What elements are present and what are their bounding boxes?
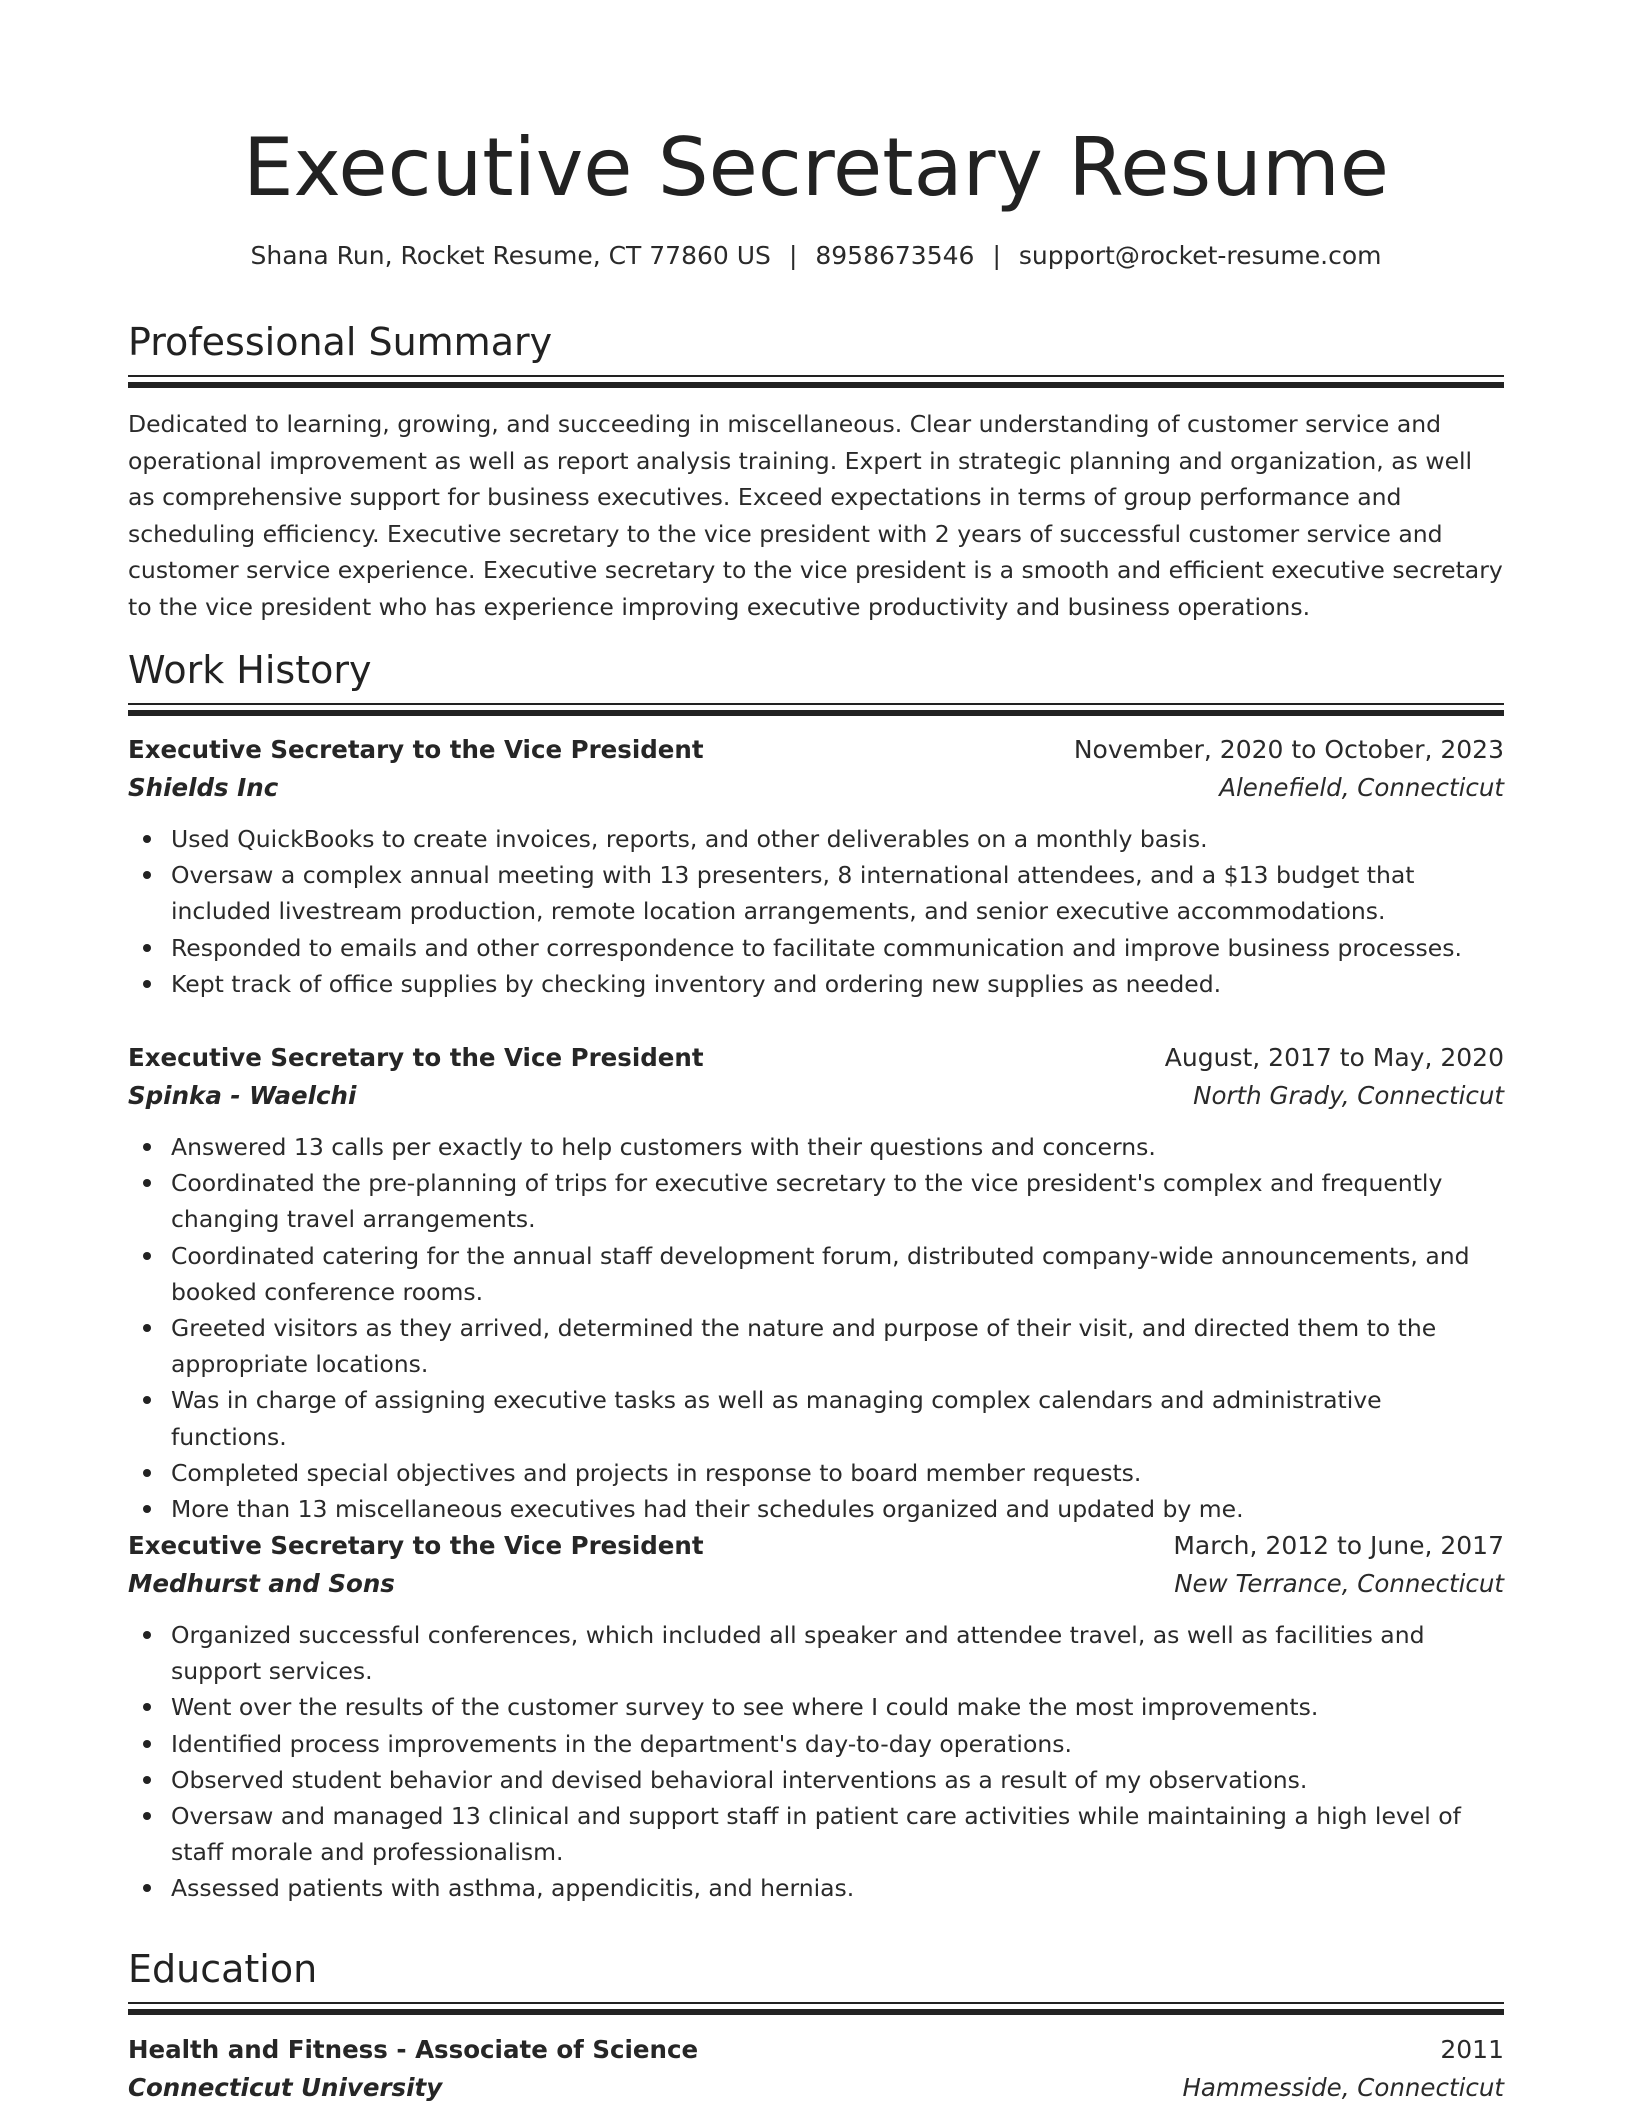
education-degree: Health and Fitness - Associate of Science xyxy=(128,2035,699,2064)
job-bullets xyxy=(128,821,1504,1002)
job-bullet xyxy=(128,1238,1504,1310)
bullet-text: Coordinated catering for the annual staff development forum, distributed company-wide announcements, and booked conference rooms. xyxy=(171,1241,1470,1306)
summary-text: Dedicated to learning, growing, and succeeding in miscellaneous. Clear understanding of customer service and operational improvement as well as report analysis training. Expert in strategic planning and organization, as well as comprehensive support for business executives. Exceed expectations in terms of group performance and scheduling efficiency. Executive secretary to the vice president with 2 years of successful customer service and customer service experience. Executive secretary to the vice president is a smooth and efficient executive secretary to the vice president who has experience improving executive productivity and business operations. xyxy=(128,410,1503,621)
job-dates: August, 2017 to May, 2020 xyxy=(1164,1043,1504,1072)
job-header xyxy=(128,1039,1504,1077)
bullet-icon xyxy=(143,1252,151,1260)
job-bullet xyxy=(128,1165,1504,1237)
bullet-icon xyxy=(143,1469,151,1477)
bullet-icon xyxy=(143,1776,151,1784)
job-subheader xyxy=(128,1077,1504,1115)
education-school: Connecticut University xyxy=(128,2073,443,2102)
job-location: New Terrance, Connecticut xyxy=(1174,1569,1504,1598)
section-divider xyxy=(128,375,1504,388)
education-location: Hammesside, Connecticut xyxy=(1182,2073,1504,2102)
contact-phone: 8958673546 xyxy=(815,241,975,270)
education-entry xyxy=(128,2031,1504,2107)
job-entry xyxy=(128,731,1504,1002)
job-location: Alenefield, Connecticut xyxy=(1219,773,1504,802)
job-bullet xyxy=(128,1617,1504,1689)
job-subheader xyxy=(128,1565,1504,1603)
job-bullet xyxy=(128,1726,1504,1762)
contact-line xyxy=(128,238,1504,274)
job-bullet xyxy=(128,930,1504,966)
summary-heading: Professional Summary xyxy=(128,320,553,364)
job-subheader xyxy=(128,769,1504,807)
section-divider xyxy=(128,703,1504,716)
bullet-icon xyxy=(143,1703,151,1711)
job-bullet xyxy=(128,1455,1504,1491)
bullet-icon xyxy=(143,1740,151,1748)
bullet-text: Responded to emails and other correspondence to facilitate communication and improve business processes. xyxy=(171,933,1462,962)
bullet-icon xyxy=(143,1631,151,1639)
job-bullet xyxy=(128,1870,1504,1906)
job-location: North Grady, Connecticut xyxy=(1193,1081,1504,1110)
bullet-icon xyxy=(143,944,151,952)
bullet-text: Oversaw and managed 13 clinical and support staff in patient care activities while maintaining a high level of staff morale and professionalism. xyxy=(171,1802,1461,1867)
job-bullet xyxy=(128,1310,1504,1382)
resume-title: Executive Secretary Resume xyxy=(242,121,1390,214)
bullet-icon xyxy=(143,1396,151,1404)
bullet-text: Observed student behavior and devised behavioral interventions as a result of my observations. xyxy=(171,1765,1308,1794)
job-bullet xyxy=(128,821,1504,857)
bullet-text: Went over the results of the customer survey to see where I could make the most improvements. xyxy=(171,1693,1319,1722)
job-dates: March, 2012 to June, 2017 xyxy=(1173,1531,1504,1560)
job-bullet xyxy=(128,1491,1504,1527)
contact-address: Shana Run, Rocket Resume, CT 77860 US xyxy=(250,241,771,270)
work-history-heading: Work History xyxy=(128,648,372,692)
job-title: Executive Secretary to the Vice President xyxy=(128,1043,704,1072)
bullet-icon xyxy=(143,1884,151,1892)
education-heading: Education xyxy=(128,1947,318,1991)
bullet-text: Assessed patients with asthma, appendicitis, and hernias. xyxy=(171,1874,855,1903)
contact-email[interactable]: support@rocket-resume.com xyxy=(1018,241,1382,270)
bullet-icon xyxy=(143,980,151,988)
job-title: Executive Secretary to the Vice President xyxy=(128,1531,704,1560)
bullet-text: Coordinated the pre-planning of trips for executive secretary to the vice president's complex and frequently changing travel arrangements. xyxy=(171,1169,1443,1234)
job-header xyxy=(128,1527,1504,1565)
bullet-icon xyxy=(143,1505,151,1513)
job-entry xyxy=(128,1039,1504,1527)
job-bullet xyxy=(128,1798,1504,1870)
job-company: Medhurst and Sons xyxy=(128,1569,395,1598)
bullet-text: Kept track of office supplies by checking inventory and ordering new supplies as needed. xyxy=(171,969,1222,998)
job-bullets xyxy=(128,1129,1504,1527)
bullet-text: Completed special objectives and projects in response to board member requests. xyxy=(171,1458,1142,1487)
job-bullet xyxy=(128,1129,1504,1165)
job-dates: November, 2020 to October, 2023 xyxy=(1073,735,1504,764)
bullet-text: Oversaw a complex annual meeting with 13 presenters, 8 international attendees, and a $13 budget that included livestream production, remote location arrangements, and senior executive accommodations. xyxy=(171,861,1415,926)
education-header xyxy=(128,2031,1504,2069)
education-year: 2011 xyxy=(1440,2035,1504,2064)
bullet-icon xyxy=(143,835,151,843)
bullet-icon xyxy=(143,1812,151,1820)
contact-separator: | xyxy=(992,241,1001,270)
job-entry xyxy=(128,1527,1504,1907)
bullet-text: Organized successful conferences, which included all speaker and attendee travel, as well as facilities and support services. xyxy=(171,1621,1425,1686)
bullet-text: Used QuickBooks to create invoices, reports, and other deliverables on a monthly basis. xyxy=(171,825,1208,853)
bullet-icon xyxy=(143,1143,151,1151)
job-company: Spinka - Waelchi xyxy=(128,1081,357,1110)
education-subheader xyxy=(128,2069,1504,2107)
bullet-text: More than 13 miscellaneous executives had their schedules organized and updated by me. xyxy=(171,1495,1244,1524)
bullet-text: Greeted visitors as they arrived, determined the nature and purpose of their visit, and directed them to the appropriate locations. xyxy=(171,1314,1437,1379)
contact-separator: | xyxy=(788,241,798,270)
bullet-icon xyxy=(143,871,151,879)
job-header xyxy=(128,731,1504,769)
bullet-text: Was in charge of assigning executive tasks as well as managing complex calendars and administrative functions. xyxy=(171,1386,1382,1451)
section-divider xyxy=(128,2002,1504,2015)
bullet-text: Identified process improvements in the department's day-to-day operations. xyxy=(171,1729,1072,1758)
job-bullet xyxy=(128,1689,1504,1725)
bullet-icon xyxy=(143,1324,151,1332)
job-bullet xyxy=(128,1382,1504,1454)
job-bullets xyxy=(128,1617,1504,1907)
job-bullet xyxy=(128,966,1504,1002)
job-bullet xyxy=(128,1762,1504,1798)
bullet-text: Answered 13 calls per exactly to help customers with their questions and concerns. xyxy=(171,1133,1156,1161)
job-company: Shields Inc xyxy=(128,773,279,802)
job-bullet xyxy=(128,857,1504,929)
job-title: Executive Secretary to the Vice President xyxy=(128,735,704,764)
bullet-icon xyxy=(143,1179,151,1187)
